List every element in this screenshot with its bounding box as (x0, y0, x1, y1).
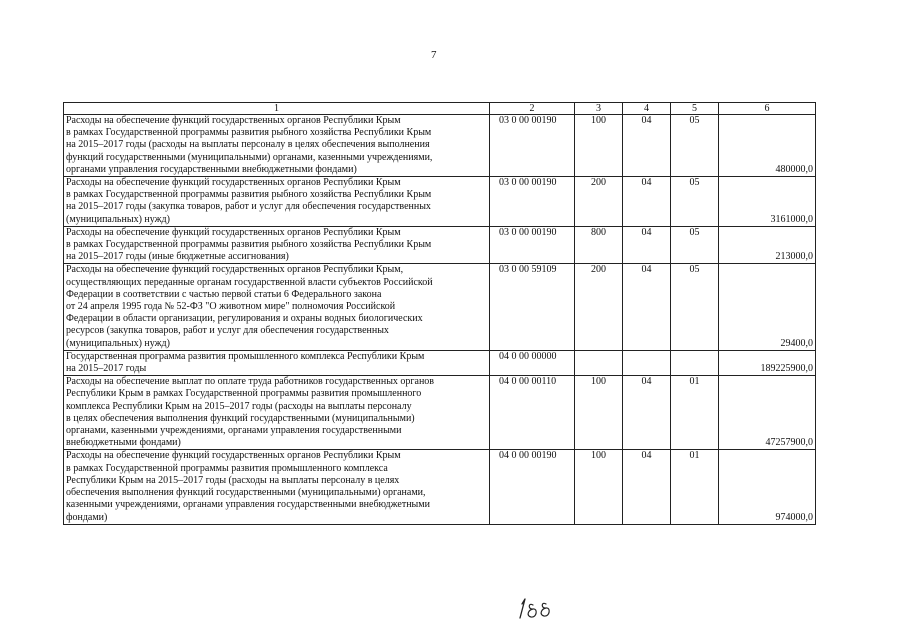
amount-cell: 974000,0 (719, 450, 816, 524)
budget-table (63, 102, 816, 525)
code-cell: 04 0 00 00000 (490, 350, 575, 375)
row-description: Расходы на обеспечение функций государственных органов Республики Крым в рамках Государственной программы развития рыбного хозяйства Республики Крым на 2015–2017 годы (закупка товаров, работ и услуг для обеспечения государственных (муниципальных) нужд) (66, 177, 432, 225)
table-row (64, 450, 816, 524)
amount-cell: 480000,0 (719, 115, 816, 177)
code-cell: 04 0 00 00190 (490, 450, 575, 524)
subsection-cell: 05 (671, 115, 719, 177)
column-header: 1 (64, 103, 490, 115)
code-cell: 03 0 00 59109 (490, 264, 575, 350)
code-cell: 03 0 00 00190 (490, 115, 575, 177)
table-row (64, 376, 816, 450)
subsection-cell (671, 350, 719, 375)
subsection-cell: 05 (671, 264, 719, 350)
code-cell: 03 0 00 00190 (490, 177, 575, 227)
table-row (64, 350, 816, 375)
table-row (64, 115, 816, 177)
description-cell (64, 264, 490, 350)
section-cell: 04 (623, 450, 671, 524)
handwritten-page-mark (516, 596, 556, 622)
amount-cell: 3161000,0 (719, 177, 816, 227)
expense-type-cell: 200 (575, 264, 623, 350)
section-cell (623, 350, 671, 375)
expense-type-cell: 100 (575, 450, 623, 524)
description-cell (64, 376, 490, 450)
section-cell: 04 (623, 264, 671, 350)
section-cell: 04 (623, 115, 671, 177)
description-cell (64, 115, 490, 177)
column-header: 3 (575, 103, 623, 115)
code-cell: 04 0 00 00110 (490, 376, 575, 450)
subsection-cell: 01 (671, 450, 719, 524)
table-row (64, 177, 816, 227)
description-cell (64, 350, 490, 375)
code-cell: 03 0 00 00190 (490, 226, 575, 264)
column-header: 5 (671, 103, 719, 115)
expense-type-cell (575, 350, 623, 375)
page-number: 7 (431, 49, 437, 61)
amount-cell: 189225900,0 (719, 350, 816, 375)
row-description: Государственная программа развития промышленного комплекса Республики Крым на 2015–2017 годы (66, 350, 425, 375)
row-description: Расходы на обеспечение выплат по оплате труда работников государственных органов Республики Крым в рамках Государственной программы развития промышленного комплекса Республики Крым на 2015–2017 годы (расходы на выплаты персоналу в целях обеспечения выполнения функций государственными (муниципальными) органами, казенными учреждениями, органами управления государственными внебюджетными фондами) (66, 376, 435, 449)
section-cell: 04 (623, 376, 671, 450)
table-header-row (64, 103, 816, 115)
amount-cell: 29400,0 (719, 264, 816, 350)
description-cell (64, 177, 490, 227)
column-header: 4 (623, 103, 671, 115)
column-header: 6 (719, 103, 816, 115)
row-description: Расходы на обеспечение функций государственных органов Республики Крым, осуществляющих переданные органам государственной власти субъектов Российской Федерации в соответствии с частью первой статьи 6 Федерального закона от 24 апреля 1995 года № 52-ФЗ "О животном мире" полномочия Российской Федерации в области организации, регулирования и охраны водных биологических ресурсов (закупка товаров, работ и услуг для обеспечения государственных (муниципальных) нужд) (66, 264, 433, 349)
description-cell (64, 226, 490, 264)
expense-type-cell: 100 (575, 115, 623, 177)
subsection-cell: 05 (671, 177, 719, 227)
section-cell: 04 (623, 177, 671, 227)
expense-type-cell: 200 (575, 177, 623, 227)
section-cell: 04 (623, 226, 671, 264)
subsection-cell: 05 (671, 226, 719, 264)
table-row (64, 226, 816, 264)
row-description: Расходы на обеспечение функций государственных органов Республики Крым в рамках Государственной программы развития промышленного комплекса Республики Крым на 2015–2017 годы (расходы на выплаты персоналу в целях обеспечения выполнения функций государственными (муниципальными) органами, казенными учреждениями, органами управления государственными внебюджетными фондами) (66, 450, 430, 523)
amount-cell: 213000,0 (719, 226, 816, 264)
expense-type-cell: 800 (575, 226, 623, 264)
description-cell (64, 450, 490, 524)
row-description: Расходы на обеспечение функций государственных органов Республики Крым в рамках Государственной программы развития рыбного хозяйства Республики Крым на 2015–2017 годы (расходы на выплаты персоналу в целях обеспечения выполнения функций государственными (муниципальными) органами, казенными учреждениями, органами управления государственными внебюджетными фондами) (66, 115, 433, 175)
subsection-cell: 01 (671, 376, 719, 450)
table-row (64, 264, 816, 350)
amount-cell: 47257900,0 (719, 376, 816, 450)
expense-type-cell: 100 (575, 376, 623, 450)
row-description: Расходы на обеспечение функций государственных органов Республики Крым в рамках Государственной программы развития рыбного хозяйства Республики Крым на 2015–2017 годы (иные бюджетные ассигнования) (66, 226, 432, 263)
column-header: 2 (490, 103, 575, 115)
